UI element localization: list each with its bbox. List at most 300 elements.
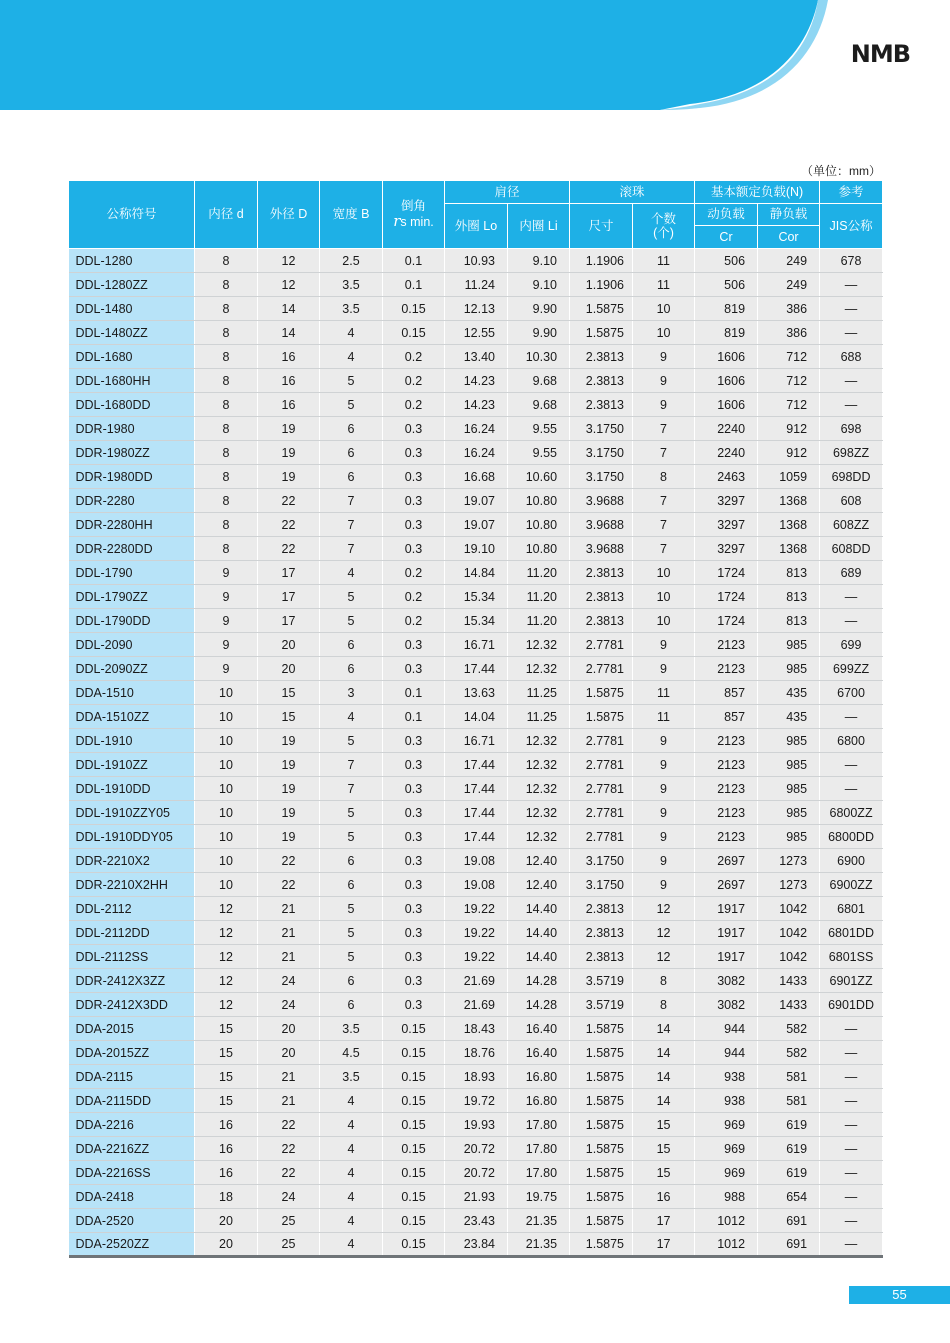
table-row xyxy=(69,393,883,417)
header-dynamic: 动负载 xyxy=(695,204,758,226)
bore-cell: 12 xyxy=(195,969,258,993)
shoulder-outer-cell: 14.23 xyxy=(445,393,508,417)
jis-cell: — xyxy=(820,753,883,777)
jis-cell: 6801DD xyxy=(820,921,883,945)
chamfer-cell: 0.15 xyxy=(383,1089,445,1113)
unit-note: （单位：mm） xyxy=(801,164,881,178)
chamfer-cell: 0.3 xyxy=(383,921,445,945)
ball-count-cell: 15 xyxy=(633,1113,695,1137)
header-cr: Cr xyxy=(695,226,758,249)
shoulder-outer-cell: 19.22 xyxy=(445,945,508,969)
model-cell: DDL-1910ZZY05 xyxy=(69,801,195,825)
table-row xyxy=(69,537,883,561)
static-load-cell: 985 xyxy=(758,657,820,681)
ball-count-cell: 9 xyxy=(633,393,695,417)
model-cell: DDA-2015 xyxy=(69,1017,195,1041)
table-row xyxy=(69,465,883,489)
width-cell: 5 xyxy=(320,801,383,825)
dynamic-load-cell: 2240 xyxy=(695,441,758,465)
ball-size-cell: 2.3813 xyxy=(570,609,633,633)
ball-size-cell: 1.5875 xyxy=(570,705,633,729)
shoulder-inner-cell: 16.80 xyxy=(508,1089,570,1113)
header-ball-count-unit: (个) xyxy=(653,226,674,240)
header-chamfer-label: 倒角 xyxy=(400,198,426,213)
model-cell: DDL-1910 xyxy=(69,729,195,753)
jis-cell: — xyxy=(820,609,883,633)
table-row xyxy=(69,369,883,393)
shoulder-inner-cell: 12.32 xyxy=(508,729,570,753)
model-cell: DDA-1510ZZ xyxy=(69,705,195,729)
dynamic-load-cell: 2697 xyxy=(695,849,758,873)
shoulder-outer-cell: 14.84 xyxy=(445,561,508,585)
chamfer-cell: 0.2 xyxy=(383,393,445,417)
chamfer-cell: 0.3 xyxy=(383,537,445,561)
table-row xyxy=(69,1089,883,1113)
ball-count-cell: 12 xyxy=(633,945,695,969)
model-cell: DDA-2115DD xyxy=(69,1089,195,1113)
table-row xyxy=(69,273,883,297)
outer-cell: 19 xyxy=(258,417,320,441)
jis-cell: — xyxy=(820,1209,883,1233)
shoulder-outer-cell: 15.34 xyxy=(445,585,508,609)
bore-cell: 10 xyxy=(195,801,258,825)
static-load-cell: 249 xyxy=(758,249,820,273)
table-row xyxy=(69,249,883,273)
bore-cell: 9 xyxy=(195,585,258,609)
bore-cell: 20 xyxy=(195,1233,258,1257)
static-load-cell: 582 xyxy=(758,1017,820,1041)
table-row xyxy=(69,1185,883,1209)
bore-cell: 12 xyxy=(195,921,258,945)
ball-size-cell: 3.1750 xyxy=(570,441,633,465)
shoulder-outer-cell: 19.10 xyxy=(445,537,508,561)
dynamic-load-cell: 3297 xyxy=(695,537,758,561)
jis-cell: — xyxy=(820,1185,883,1209)
outer-cell: 19 xyxy=(258,753,320,777)
model-cell: DDA-2216SS xyxy=(69,1161,195,1185)
header-ball-size: 尺寸 xyxy=(570,204,633,249)
ball-count-cell: 9 xyxy=(633,657,695,681)
dynamic-load-cell: 819 xyxy=(695,297,758,321)
width-cell: 7 xyxy=(320,537,383,561)
static-load-cell: 386 xyxy=(758,321,820,345)
ball-count-cell: 14 xyxy=(633,1089,695,1113)
static-load-cell: 985 xyxy=(758,801,820,825)
table-row xyxy=(69,1041,883,1065)
jis-cell: 6800ZZ xyxy=(820,801,883,825)
table-row xyxy=(69,1233,883,1257)
ball-count-cell: 11 xyxy=(633,705,695,729)
static-load-cell: 435 xyxy=(758,705,820,729)
ball-count-cell: 11 xyxy=(633,681,695,705)
ball-size-cell: 2.3813 xyxy=(570,897,633,921)
bore-cell: 10 xyxy=(195,777,258,801)
width-cell: 4 xyxy=(320,1185,383,1209)
width-cell: 6 xyxy=(320,633,383,657)
ball-size-cell: 1.5875 xyxy=(570,1065,633,1089)
static-load-cell: 619 xyxy=(758,1161,820,1185)
shoulder-outer-cell: 19.07 xyxy=(445,513,508,537)
table-row xyxy=(69,993,883,1017)
model-cell: DDL-2090ZZ xyxy=(69,657,195,681)
ball-count-cell: 7 xyxy=(633,441,695,465)
shoulder-inner-cell: 9.55 xyxy=(508,441,570,465)
bore-cell: 16 xyxy=(195,1161,258,1185)
ball-size-cell: 1.5875 xyxy=(570,681,633,705)
table-row xyxy=(69,1017,883,1041)
model-cell: DDL-1910DD xyxy=(69,777,195,801)
table-row xyxy=(69,1065,883,1089)
bore-cell: 15 xyxy=(195,1089,258,1113)
table-row xyxy=(69,609,883,633)
header-ball: 滚珠 xyxy=(570,181,695,204)
width-cell: 3 xyxy=(320,681,383,705)
dynamic-load-cell: 2123 xyxy=(695,657,758,681)
static-load-cell: 1433 xyxy=(758,993,820,1017)
static-load-cell: 1042 xyxy=(758,921,820,945)
table-row xyxy=(69,801,883,825)
ball-count-cell: 9 xyxy=(633,825,695,849)
shoulder-outer-cell: 18.76 xyxy=(445,1041,508,1065)
ball-count-cell: 14 xyxy=(633,1041,695,1065)
chamfer-cell: 0.2 xyxy=(383,561,445,585)
shoulder-inner-cell: 11.20 xyxy=(508,609,570,633)
ball-size-cell: 1.5875 xyxy=(570,1137,633,1161)
ball-count-cell: 8 xyxy=(633,969,695,993)
table-row xyxy=(69,297,883,321)
width-cell: 3.5 xyxy=(320,273,383,297)
shoulder-outer-cell: 19.93 xyxy=(445,1113,508,1137)
ball-count-cell: 16 xyxy=(633,1185,695,1209)
dynamic-load-cell: 1724 xyxy=(695,585,758,609)
static-load-cell: 985 xyxy=(758,777,820,801)
header-cor: Cor xyxy=(758,226,820,249)
ball-size-cell: 3.5719 xyxy=(570,969,633,993)
ball-count-cell: 9 xyxy=(633,345,695,369)
chamfer-cell: 0.15 xyxy=(383,297,445,321)
outer-cell: 19 xyxy=(258,825,320,849)
outer-cell: 22 xyxy=(258,849,320,873)
ball-count-cell: 10 xyxy=(633,609,695,633)
model-cell: DDL-2112SS xyxy=(69,945,195,969)
jis-cell: 688 xyxy=(820,345,883,369)
dynamic-load-cell: 944 xyxy=(695,1041,758,1065)
shoulder-outer-cell: 17.44 xyxy=(445,657,508,681)
shoulder-inner-cell: 12.32 xyxy=(508,825,570,849)
bore-cell: 8 xyxy=(195,369,258,393)
header-shoulder-inner: 内圈 Li xyxy=(508,204,570,249)
table-row xyxy=(69,1209,883,1233)
chamfer-cell: 0.3 xyxy=(383,873,445,897)
ball-size-cell: 1.5875 xyxy=(570,1185,633,1209)
width-cell: 4 xyxy=(320,321,383,345)
outer-cell: 15 xyxy=(258,681,320,705)
ball-size-cell: 1.1906 xyxy=(570,273,633,297)
dynamic-load-cell: 1606 xyxy=(695,345,758,369)
chamfer-cell: 0.15 xyxy=(383,1233,445,1257)
static-load-cell: 691 xyxy=(758,1233,820,1257)
header-chamfer xyxy=(383,181,445,249)
width-cell: 4.5 xyxy=(320,1041,383,1065)
dynamic-load-cell: 3297 xyxy=(695,489,758,513)
shoulder-outer-cell: 19.07 xyxy=(445,489,508,513)
shoulder-inner-cell: 17.80 xyxy=(508,1161,570,1185)
shoulder-outer-cell: 19.08 xyxy=(445,873,508,897)
shoulder-outer-cell: 16.68 xyxy=(445,465,508,489)
width-cell: 7 xyxy=(320,489,383,513)
chamfer-cell: 0.3 xyxy=(383,633,445,657)
width-cell: 5 xyxy=(320,921,383,945)
shoulder-inner-cell: 21.35 xyxy=(508,1209,570,1233)
shoulder-outer-cell: 16.71 xyxy=(445,633,508,657)
header-ball-count xyxy=(633,204,695,249)
width-cell: 3.5 xyxy=(320,1017,383,1041)
width-cell: 7 xyxy=(320,777,383,801)
width-cell: 4 xyxy=(320,1137,383,1161)
static-load-cell: 985 xyxy=(758,729,820,753)
dynamic-load-cell: 3082 xyxy=(695,969,758,993)
chamfer-cell: 0.15 xyxy=(383,1017,445,1041)
jis-cell: — xyxy=(820,273,883,297)
static-load-cell: 581 xyxy=(758,1065,820,1089)
header-jis: JIS公称 xyxy=(820,204,883,249)
shoulder-inner-cell: 21.35 xyxy=(508,1233,570,1257)
ball-size-cell: 3.1750 xyxy=(570,465,633,489)
ball-size-cell: 1.5875 xyxy=(570,297,633,321)
static-load-cell: 654 xyxy=(758,1185,820,1209)
shoulder-inner-cell: 11.20 xyxy=(508,561,570,585)
model-cell: DDL-1910DDY05 xyxy=(69,825,195,849)
model-cell: DDR-2412X3ZZ xyxy=(69,969,195,993)
outer-cell: 22 xyxy=(258,1113,320,1137)
shoulder-inner-cell: 11.20 xyxy=(508,585,570,609)
ball-size-cell: 2.7781 xyxy=(570,777,633,801)
outer-cell: 20 xyxy=(258,633,320,657)
dynamic-load-cell: 1012 xyxy=(695,1209,758,1233)
static-load-cell: 813 xyxy=(758,561,820,585)
ball-count-cell: 8 xyxy=(633,993,695,1017)
dynamic-load-cell: 1724 xyxy=(695,609,758,633)
static-load-cell: 985 xyxy=(758,753,820,777)
shoulder-outer-cell: 16.71 xyxy=(445,729,508,753)
ball-count-cell: 12 xyxy=(633,921,695,945)
table-row xyxy=(69,945,883,969)
static-load-cell: 712 xyxy=(758,345,820,369)
bearing-spec-table xyxy=(68,180,882,1258)
jis-cell: — xyxy=(820,1233,883,1257)
bore-cell: 8 xyxy=(195,345,258,369)
dynamic-load-cell: 1724 xyxy=(695,561,758,585)
jis-cell: — xyxy=(820,705,883,729)
static-load-cell: 912 xyxy=(758,417,820,441)
jis-cell: 699 xyxy=(820,633,883,657)
header-ball-count-label: 个数 xyxy=(651,211,677,226)
chamfer-cell: 0.3 xyxy=(383,825,445,849)
dynamic-load-cell: 2123 xyxy=(695,633,758,657)
outer-cell: 25 xyxy=(258,1209,320,1233)
width-cell: 5 xyxy=(320,825,383,849)
width-cell: 5 xyxy=(320,369,383,393)
dynamic-load-cell: 944 xyxy=(695,1017,758,1041)
width-cell: 4 xyxy=(320,1233,383,1257)
bore-cell: 9 xyxy=(195,561,258,585)
dynamic-load-cell: 2123 xyxy=(695,729,758,753)
model-cell: DDA-2216 xyxy=(69,1113,195,1137)
outer-cell: 25 xyxy=(258,1233,320,1257)
model-cell: DDA-2418 xyxy=(69,1185,195,1209)
model-cell: DDA-2115 xyxy=(69,1065,195,1089)
ball-count-cell: 17 xyxy=(633,1233,695,1257)
chamfer-cell: 0.3 xyxy=(383,849,445,873)
outer-cell: 15 xyxy=(258,705,320,729)
header-band xyxy=(0,0,950,110)
outer-cell: 20 xyxy=(258,1017,320,1041)
shoulder-inner-cell: 10.60 xyxy=(508,465,570,489)
bore-cell: 9 xyxy=(195,609,258,633)
table-row xyxy=(69,825,883,849)
bore-cell: 20 xyxy=(195,1209,258,1233)
model-cell: DDL-2112 xyxy=(69,897,195,921)
bore-cell: 8 xyxy=(195,417,258,441)
dynamic-load-cell: 969 xyxy=(695,1161,758,1185)
jis-cell: — xyxy=(820,1161,883,1185)
model-cell: DDR-1980 xyxy=(69,417,195,441)
bore-cell: 15 xyxy=(195,1041,258,1065)
jis-cell: — xyxy=(820,777,883,801)
bore-cell: 10 xyxy=(195,873,258,897)
dynamic-load-cell: 3297 xyxy=(695,513,758,537)
shoulder-outer-cell: 15.34 xyxy=(445,609,508,633)
shoulder-outer-cell: 10.93 xyxy=(445,249,508,273)
bore-cell: 10 xyxy=(195,729,258,753)
model-cell: DDL-1280ZZ xyxy=(69,273,195,297)
shoulder-outer-cell: 17.44 xyxy=(445,801,508,825)
model-cell: DDR-2280DD xyxy=(69,537,195,561)
ball-size-cell: 2.7781 xyxy=(570,753,633,777)
table-row xyxy=(69,753,883,777)
outer-cell: 19 xyxy=(258,729,320,753)
model-cell: DDA-2216ZZ xyxy=(69,1137,195,1161)
shoulder-outer-cell: 17.44 xyxy=(445,825,508,849)
outer-cell: 20 xyxy=(258,1041,320,1065)
dynamic-load-cell: 2697 xyxy=(695,873,758,897)
width-cell: 5 xyxy=(320,945,383,969)
bore-cell: 8 xyxy=(195,297,258,321)
bore-cell: 10 xyxy=(195,681,258,705)
outer-cell: 24 xyxy=(258,969,320,993)
chamfer-cell: 0.2 xyxy=(383,585,445,609)
outer-cell: 17 xyxy=(258,585,320,609)
shoulder-outer-cell: 19.22 xyxy=(445,897,508,921)
ball-size-cell: 2.3813 xyxy=(570,369,633,393)
shoulder-inner-cell: 19.75 xyxy=(508,1185,570,1209)
ball-count-cell: 7 xyxy=(633,513,695,537)
shoulder-inner-cell: 9.90 xyxy=(508,321,570,345)
dynamic-load-cell: 1606 xyxy=(695,393,758,417)
static-load-cell: 813 xyxy=(758,585,820,609)
width-cell: 5 xyxy=(320,729,383,753)
jis-cell: 6901ZZ xyxy=(820,969,883,993)
shoulder-inner-cell: 9.10 xyxy=(508,249,570,273)
jis-cell: 689 xyxy=(820,561,883,585)
table-row xyxy=(69,489,883,513)
table-row xyxy=(69,513,883,537)
table-row xyxy=(69,705,883,729)
width-cell: 6 xyxy=(320,417,383,441)
chamfer-cell: 0.3 xyxy=(383,969,445,993)
shoulder-inner-cell: 9.68 xyxy=(508,369,570,393)
static-load-cell: 435 xyxy=(758,681,820,705)
model-cell: DDL-1680 xyxy=(69,345,195,369)
model-cell: DDA-2520 xyxy=(69,1209,195,1233)
outer-cell: 24 xyxy=(258,1185,320,1209)
shoulder-outer-cell: 18.43 xyxy=(445,1017,508,1041)
chamfer-cell: 0.15 xyxy=(383,1065,445,1089)
width-cell: 6 xyxy=(320,873,383,897)
header-bore: 内径 d xyxy=(195,181,258,249)
static-load-cell: 912 xyxy=(758,441,820,465)
jis-cell: 6901DD xyxy=(820,993,883,1017)
chamfer-cell: 0.15 xyxy=(383,1041,445,1065)
outer-cell: 21 xyxy=(258,945,320,969)
table-row xyxy=(69,897,883,921)
outer-cell: 12 xyxy=(258,273,320,297)
outer-cell: 16 xyxy=(258,393,320,417)
shoulder-inner-cell: 10.30 xyxy=(508,345,570,369)
model-cell: DDR-2412X3DD xyxy=(69,993,195,1017)
shoulder-inner-cell: 11.25 xyxy=(508,681,570,705)
outer-cell: 24 xyxy=(258,993,320,1017)
static-load-cell: 985 xyxy=(758,825,820,849)
table-body xyxy=(69,249,883,1257)
ball-count-cell: 14 xyxy=(633,1065,695,1089)
static-load-cell: 249 xyxy=(758,273,820,297)
jis-cell: 608 xyxy=(820,489,883,513)
outer-cell: 14 xyxy=(258,297,320,321)
chamfer-cell: 0.3 xyxy=(383,513,445,537)
jis-cell: — xyxy=(820,393,883,417)
table-row xyxy=(69,729,883,753)
chamfer-cell: 0.1 xyxy=(383,705,445,729)
shoulder-outer-cell: 18.93 xyxy=(445,1065,508,1089)
width-cell: 6 xyxy=(320,465,383,489)
chamfer-cell: 0.15 xyxy=(383,321,445,345)
bore-cell: 8 xyxy=(195,489,258,513)
bore-cell: 9 xyxy=(195,657,258,681)
shoulder-inner-cell: 14.40 xyxy=(508,897,570,921)
bore-cell: 10 xyxy=(195,825,258,849)
shoulder-inner-cell: 12.40 xyxy=(508,849,570,873)
ball-count-cell: 14 xyxy=(633,1017,695,1041)
ball-size-cell: 3.5719 xyxy=(570,993,633,1017)
width-cell: 4 xyxy=(320,345,383,369)
static-load-cell: 386 xyxy=(758,297,820,321)
table-row xyxy=(69,633,883,657)
table-row xyxy=(69,1161,883,1185)
shoulder-inner-cell: 12.32 xyxy=(508,633,570,657)
jis-cell: — xyxy=(820,321,883,345)
jis-cell: 678 xyxy=(820,249,883,273)
dynamic-load-cell: 2123 xyxy=(695,825,758,849)
ball-count-cell: 17 xyxy=(633,1209,695,1233)
ball-count-cell: 9 xyxy=(633,849,695,873)
header-model: 公称符号 xyxy=(69,181,195,249)
static-load-cell: 712 xyxy=(758,369,820,393)
header-chamfer-min: s min. xyxy=(400,215,434,230)
width-cell: 6 xyxy=(320,657,383,681)
shoulder-inner-cell: 16.40 xyxy=(508,1041,570,1065)
dynamic-load-cell: 988 xyxy=(695,1185,758,1209)
